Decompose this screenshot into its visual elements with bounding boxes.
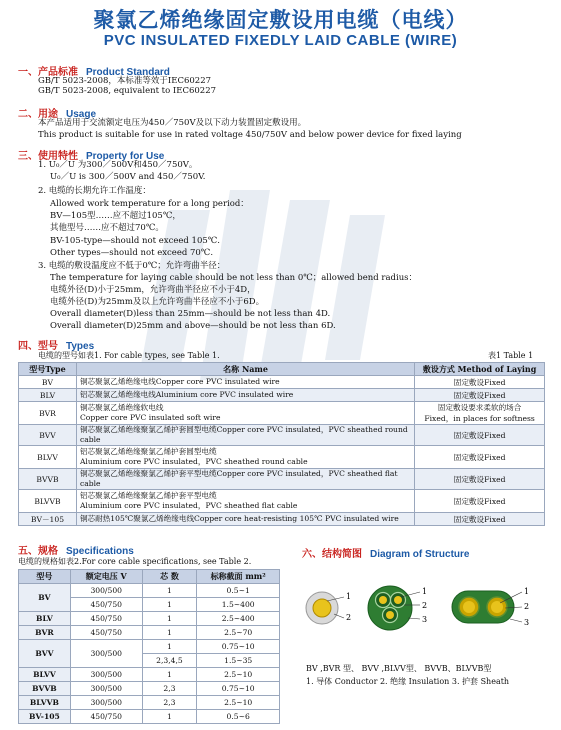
spec-intro: 电缆的规格如表2.For core cable specifications, see Table 2. bbox=[18, 557, 252, 566]
voltage-cell: 300/500 bbox=[70, 668, 142, 682]
standard-line: GB/T 5023-2008，本标准等效于IEC60227 bbox=[38, 76, 212, 86]
section-label-en: Types bbox=[66, 341, 95, 352]
label-1: 1 bbox=[346, 592, 352, 601]
name-cell: 铜芯耐热105℃聚氯乙烯绝缘电线Copper core heat-resisting 105℃ PVC insulated wire bbox=[76, 513, 414, 526]
cores-cell: 1 bbox=[142, 626, 197, 640]
section-label-en: Property for Use bbox=[86, 151, 165, 162]
property-line: Overall diameter(D)less than 25mm—should be not less than 4D. bbox=[50, 309, 331, 319]
type-cell: BVR bbox=[19, 402, 77, 425]
name-cell: 铜芯聚氯乙烯绝缘软电线 Copper core PVC insulated soft wire bbox=[76, 402, 414, 425]
name-cell: 铝芯聚氯乙烯绝缘聚氯乙烯护套平型电缆 Aluminium core PVC insulated，PVC sheathed flat cable bbox=[76, 490, 414, 513]
spec-table bbox=[18, 569, 280, 724]
diagram-caption-types: BV ,BVR 型、 BVV ,BLVV型、 BVVB、BLVVB型 bbox=[306, 664, 492, 673]
property-line: 电缆外径(D)为25mm及以上允许弯曲半径应不小于6D。 bbox=[50, 297, 265, 307]
diagram-caption-legend: 1. 导体 Conductor 2. 绝缘 Insulation 3. 护套 Sheath bbox=[306, 677, 510, 686]
label-3: 3 bbox=[422, 615, 428, 624]
col-header-method: 敷设方式 Method of Laying bbox=[415, 363, 545, 376]
cores-cell: 2,3,4,5 bbox=[142, 654, 197, 668]
table-row bbox=[19, 469, 545, 490]
property-line: Other types—should not exceed 70℃. bbox=[50, 248, 214, 258]
model-cell: BLVVB bbox=[19, 696, 71, 710]
table-row bbox=[19, 668, 280, 682]
section-label-en: Usage bbox=[66, 109, 97, 120]
method-cell: 固定敷设Fixed bbox=[415, 425, 545, 446]
structure-diagram bbox=[300, 578, 555, 638]
cores-cell: 1 bbox=[142, 598, 197, 612]
col-header-section: 标称截面 mm² bbox=[197, 570, 280, 584]
table-header-row bbox=[19, 570, 280, 584]
table-row bbox=[19, 446, 545, 469]
section-label-cn: 二、用途 bbox=[18, 109, 58, 120]
property-line: 电缆外径(D)小于25mm，允许弯曲半径应不小于4D， bbox=[50, 285, 256, 295]
model-cell: BLVV bbox=[19, 668, 71, 682]
method-cell: 固定敷设要求柔软的场合 Fixed，in places for softness bbox=[415, 402, 545, 425]
table-row bbox=[19, 389, 545, 402]
label-1: 1 bbox=[524, 587, 530, 596]
table-row bbox=[19, 710, 280, 724]
label-2: 2 bbox=[524, 602, 530, 611]
method-cell: 固定敷设Fixed bbox=[415, 376, 545, 389]
table-row bbox=[19, 376, 545, 389]
type-cell: BV bbox=[19, 376, 77, 389]
table-row bbox=[19, 402, 545, 425]
method-cell: 固定敷设Fixed bbox=[415, 490, 545, 513]
table-row bbox=[19, 640, 280, 654]
section-label-cn: 一、产品标准 bbox=[18, 67, 78, 78]
cores-cell: 1 bbox=[142, 710, 197, 724]
table1-caption: 表1 Table 1 bbox=[488, 351, 534, 360]
types-table bbox=[18, 362, 545, 526]
section-label-cn: 五、规格 bbox=[18, 546, 58, 557]
property-line: Allowed work temperature for a long period： bbox=[50, 199, 249, 209]
table-row bbox=[19, 626, 280, 640]
voltage-cell: 300/500 bbox=[70, 682, 142, 696]
col-header-cores: 芯 数 bbox=[142, 570, 197, 584]
section-cell: 0.75~10 bbox=[197, 640, 280, 654]
table-row bbox=[19, 612, 280, 626]
name-cell: 铜芯聚氯乙烯绝缘聚氯乙烯护套圆型电缆Copper core PVC insulated，PVC sheathed round cable bbox=[76, 425, 414, 446]
voltage-cell: 300/500 bbox=[70, 584, 142, 598]
usage-line: This product is suitable for use in rated voltage 450/750V and below power device for fixed laying bbox=[38, 130, 462, 140]
cores-cell: 1 bbox=[142, 668, 197, 682]
col-header-name: 名称 Name bbox=[76, 363, 414, 376]
property-line: 2. 电缆的长期允许工作温度： bbox=[38, 186, 151, 196]
section-label-en: Diagram of Structure bbox=[370, 549, 470, 560]
model-cell: BVV bbox=[19, 640, 71, 668]
model-cell: BLV bbox=[19, 612, 71, 626]
section-cell: 2.5~400 bbox=[197, 612, 280, 626]
property-line: U₀／U is 300／500V and 450／750V. bbox=[50, 172, 206, 182]
voltage-cell: 450/750 bbox=[70, 626, 142, 640]
section-cell: 0.75~10 bbox=[197, 682, 280, 696]
page-title-cn: 聚氯乙烯绝缘固定敷设用电缆（电线） bbox=[93, 8, 468, 32]
voltage-cell: 450/750 bbox=[70, 710, 142, 724]
voltage-cell: 450/750 bbox=[70, 612, 142, 626]
label-1: 1 bbox=[422, 587, 428, 596]
voltage-cell: 300/500 bbox=[70, 696, 142, 710]
property-line: 3. 电缆的敷设温度应不低于0℃；允许弯曲半径： bbox=[38, 261, 226, 271]
section-cell: 0.5~6 bbox=[197, 710, 280, 724]
section-cell: 2.5~70 bbox=[197, 626, 280, 640]
col-header-model: 型号 bbox=[19, 570, 71, 584]
cores-cell: 1 bbox=[142, 612, 197, 626]
section-cell: 2.5~10 bbox=[197, 668, 280, 682]
section-label-cn: 四、型号 bbox=[18, 341, 58, 352]
label-2: 2 bbox=[346, 613, 352, 622]
standard-line: GB/T 5023-2008, equivalent to IEC60227 bbox=[38, 86, 217, 96]
model-cell: BVVB bbox=[19, 682, 71, 696]
property-line: 其他型号……应不超过70℃。 bbox=[50, 223, 164, 233]
types-intro: 电缆的型号如表1. For cable types, see Table 1. bbox=[38, 351, 220, 360]
label-2: 2 bbox=[422, 601, 428, 610]
method-cell: 固定敷设Fixed bbox=[415, 513, 545, 526]
voltage-cell: 450/750 bbox=[70, 598, 142, 612]
method-cell: 固定敷设Fixed bbox=[415, 469, 545, 490]
table-row bbox=[19, 490, 545, 513]
name-cell: 铜芯聚氯乙烯绝缘电线Copper core PVC insulated wire bbox=[76, 376, 414, 389]
section-cell: 1.5~35 bbox=[197, 654, 280, 668]
table-header-row bbox=[19, 363, 545, 376]
property-line: BV-105-type—should not exceed 105℃. bbox=[50, 236, 220, 246]
col-header-voltage: 额定电压 V bbox=[70, 570, 142, 584]
section-label-en: Specifications bbox=[66, 546, 134, 557]
property-line: BV—105型……应不超过105℃， bbox=[50, 211, 181, 221]
section-cell: 2.5~10 bbox=[197, 696, 280, 710]
method-cell: 固定敷设Fixed bbox=[415, 446, 545, 469]
cores-cell: 2,3 bbox=[142, 696, 197, 710]
type-cell: BLVVB bbox=[19, 490, 77, 513]
model-cell: BV bbox=[19, 584, 71, 612]
section-cell: 1.5~400 bbox=[197, 598, 280, 612]
cores-cell: 1 bbox=[142, 584, 197, 598]
name-cell: 铝芯聚氯乙烯绝缘聚氯乙烯护套圆型电缆 Aluminium core PVC insulated，PVC sheathed round cable bbox=[76, 446, 414, 469]
model-cell: BV-105 bbox=[19, 710, 71, 724]
type-cell: BVVB bbox=[19, 469, 77, 490]
table-row bbox=[19, 696, 280, 710]
table-row bbox=[19, 584, 280, 598]
wire-conductor bbox=[313, 599, 331, 617]
cores-cell: 1 bbox=[142, 640, 197, 654]
page-title-en: PVC INSULATED FIXEDLY LAID CABLE (WIRE) bbox=[103, 32, 458, 49]
section-heading-spec bbox=[18, 542, 134, 557]
property-line: 1. U₀／U 为300／500V和450／750V。 bbox=[38, 160, 198, 170]
table-row bbox=[19, 425, 545, 446]
type-cell: BLV bbox=[19, 389, 77, 402]
section-heading-diagram bbox=[302, 545, 469, 560]
name-cell: 铝芯聚氯乙烯绝缘电线Aluminium core PVC insulated wire bbox=[76, 389, 414, 402]
section-label-cn: 六、结构简图 bbox=[302, 549, 362, 560]
section-label-en: Product Standard bbox=[86, 67, 170, 78]
table-row bbox=[19, 513, 545, 526]
method-cell: 固定敷设Fixed bbox=[415, 389, 545, 402]
usage-line: 本产品适用于交流额定电压为450／750V及以下动力装置固定敷设用。 bbox=[38, 118, 307, 128]
name-cell: 铜芯聚氯乙烯绝缘聚氯乙烯护套平型电缆Copper core PVC insulated，PVC sheathed flat cable bbox=[76, 469, 414, 490]
type-cell: BVV bbox=[19, 425, 77, 446]
label-3: 3 bbox=[524, 618, 530, 627]
voltage-cell: 300/500 bbox=[70, 640, 142, 668]
section-label-cn: 三、使用特性 bbox=[18, 151, 78, 162]
type-cell: BV－105 bbox=[19, 513, 77, 526]
section-cell: 0.5~1 bbox=[197, 584, 280, 598]
cores-cell: 2,3 bbox=[142, 682, 197, 696]
type-cell: BLVV bbox=[19, 446, 77, 469]
model-cell: BVR bbox=[19, 626, 71, 640]
property-line: Overall diameter(D)25mm and above—should be not less than 6D. bbox=[50, 321, 336, 331]
property-line: The temperature for laying cable should be not less than 0℃；allowed bend radius： bbox=[50, 273, 418, 283]
table-row bbox=[19, 682, 280, 696]
col-header-type: 型号Type bbox=[19, 363, 77, 376]
